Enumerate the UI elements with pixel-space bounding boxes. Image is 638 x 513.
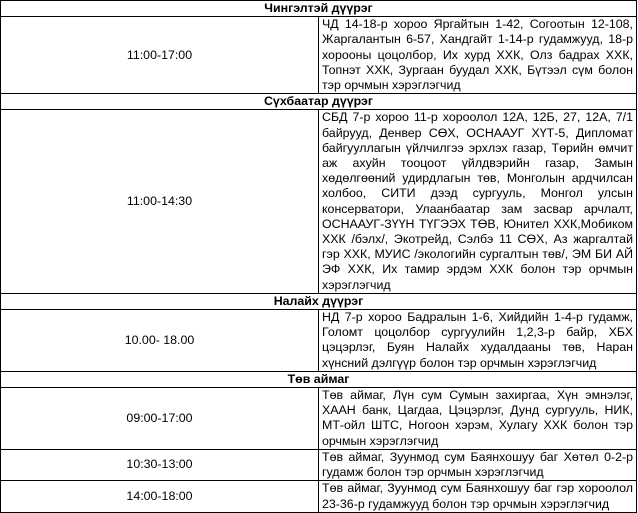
table-row: [1, 110, 637, 293]
district-header-row: [1, 293, 637, 309]
district-heading: Налайх дүүрэг: [1, 293, 637, 309]
affected-areas: ЧД 14-18-р хороо Яргайтын 1-42, Согоотын 12-108, Жаргалантын 6-57, Хандгайт 1-14-р гудамжууд, 18-р хорооны цоцолбор, Их хурд ХХК, Олз бадрах ХХК, Топнэт ХХК, Зургаан буудал ХХК, Бүтээл сүм болон тэр орчмын хэрэглэгчид: [319, 17, 637, 94]
time-range: 11:00-14:30: [1, 110, 319, 293]
table-row: [1, 17, 637, 94]
district-heading: Чингэлтэй дүүрэг: [1, 1, 637, 17]
district-header-row: [1, 1, 637, 17]
table-row: [1, 388, 637, 450]
affected-areas: Төв аймаг, Зуунмод сум Баянхошуу баг гэр хороолол 23-36-р гудамжууд болон тэр орчмын хэрэглэгчид: [319, 481, 637, 512]
time-range: 10.00- 18.00: [1, 310, 319, 372]
district-heading: Төв аймаг: [1, 371, 637, 387]
affected-areas: НД 7-р хороо Бадралын 1-6, Хийдийн 1-4-р гудамж, Голомт цоцолбор сургуулийн 1,2,3-р байр, ХБХ цэцэрлэг, Буян Налайх худалдааны төв, Наран хүнсний дэлгүүр болон тэр орчмын хэрэглэгчид: [319, 310, 637, 372]
time-range: 09:00-17:00: [1, 388, 319, 450]
time-range: 10:30-13:00: [1, 449, 319, 480]
district-heading: Сүхбаатар дүүрэг: [1, 94, 637, 110]
table-row: [1, 310, 637, 372]
table-row: [1, 449, 637, 480]
time-range: 14:00-18:00: [1, 481, 319, 512]
affected-areas: СБД 7-р хороо 11-р хороолол 12А, 12Б, 27, 12А, 7/1 байрууд, Денвер СӨХ, ОСНААУГ ХҮТ-5, Дипломат байгууллагын үйлчилгээ эрхлэх газар, Төрийн өмчит аж ахуйн тооцоот үйлдвэрийн газар, Замын хөдөлгөөний удирдлагын төв, Монголын ардчилсан холбоо, СИТИ дээд сургууль, Монгол улсын консерватори, Улаанбаатар зам засвар арчлалт, ОСНААУГ-ЗҮҮН ТҮГЭЭХ ТӨВ, Юнител ХХК,Мобиком ХХК /бэлх/, Экотрейд, Сэлбэ 11 СӨХ, Аз жаргалтай гэр ХХК, МУИС /экологийн сургалтын төв/, ЭМ БИ АЙ ЭФ ХХК, Их тамир эрдэм ХХК болон тэр орчмын хэрэглэгчид: [319, 110, 637, 293]
district-header-row: [1, 94, 637, 110]
affected-areas: Төв аймаг, Лүн сум Сумын захиргаа, Хүн эмнэлэг, ХААН банк, Цагдаа, Цэцэрлэг, Дунд сургууль, НИК, МТ-ойл ШТС, Ногоон хэрэм, Хулагу ХХК болон тэр орчмын хэрэглэгчид: [319, 388, 637, 450]
affected-areas: Төв аймаг, Зуунмод сум Баянхошуу баг Хөтөл 0-2-р гудамж болон тэр орчмын хэрэглэгчид: [319, 449, 637, 480]
district-header-row: [1, 371, 637, 387]
table-row: [1, 481, 637, 512]
time-range: 11:00-17:00: [1, 17, 319, 94]
